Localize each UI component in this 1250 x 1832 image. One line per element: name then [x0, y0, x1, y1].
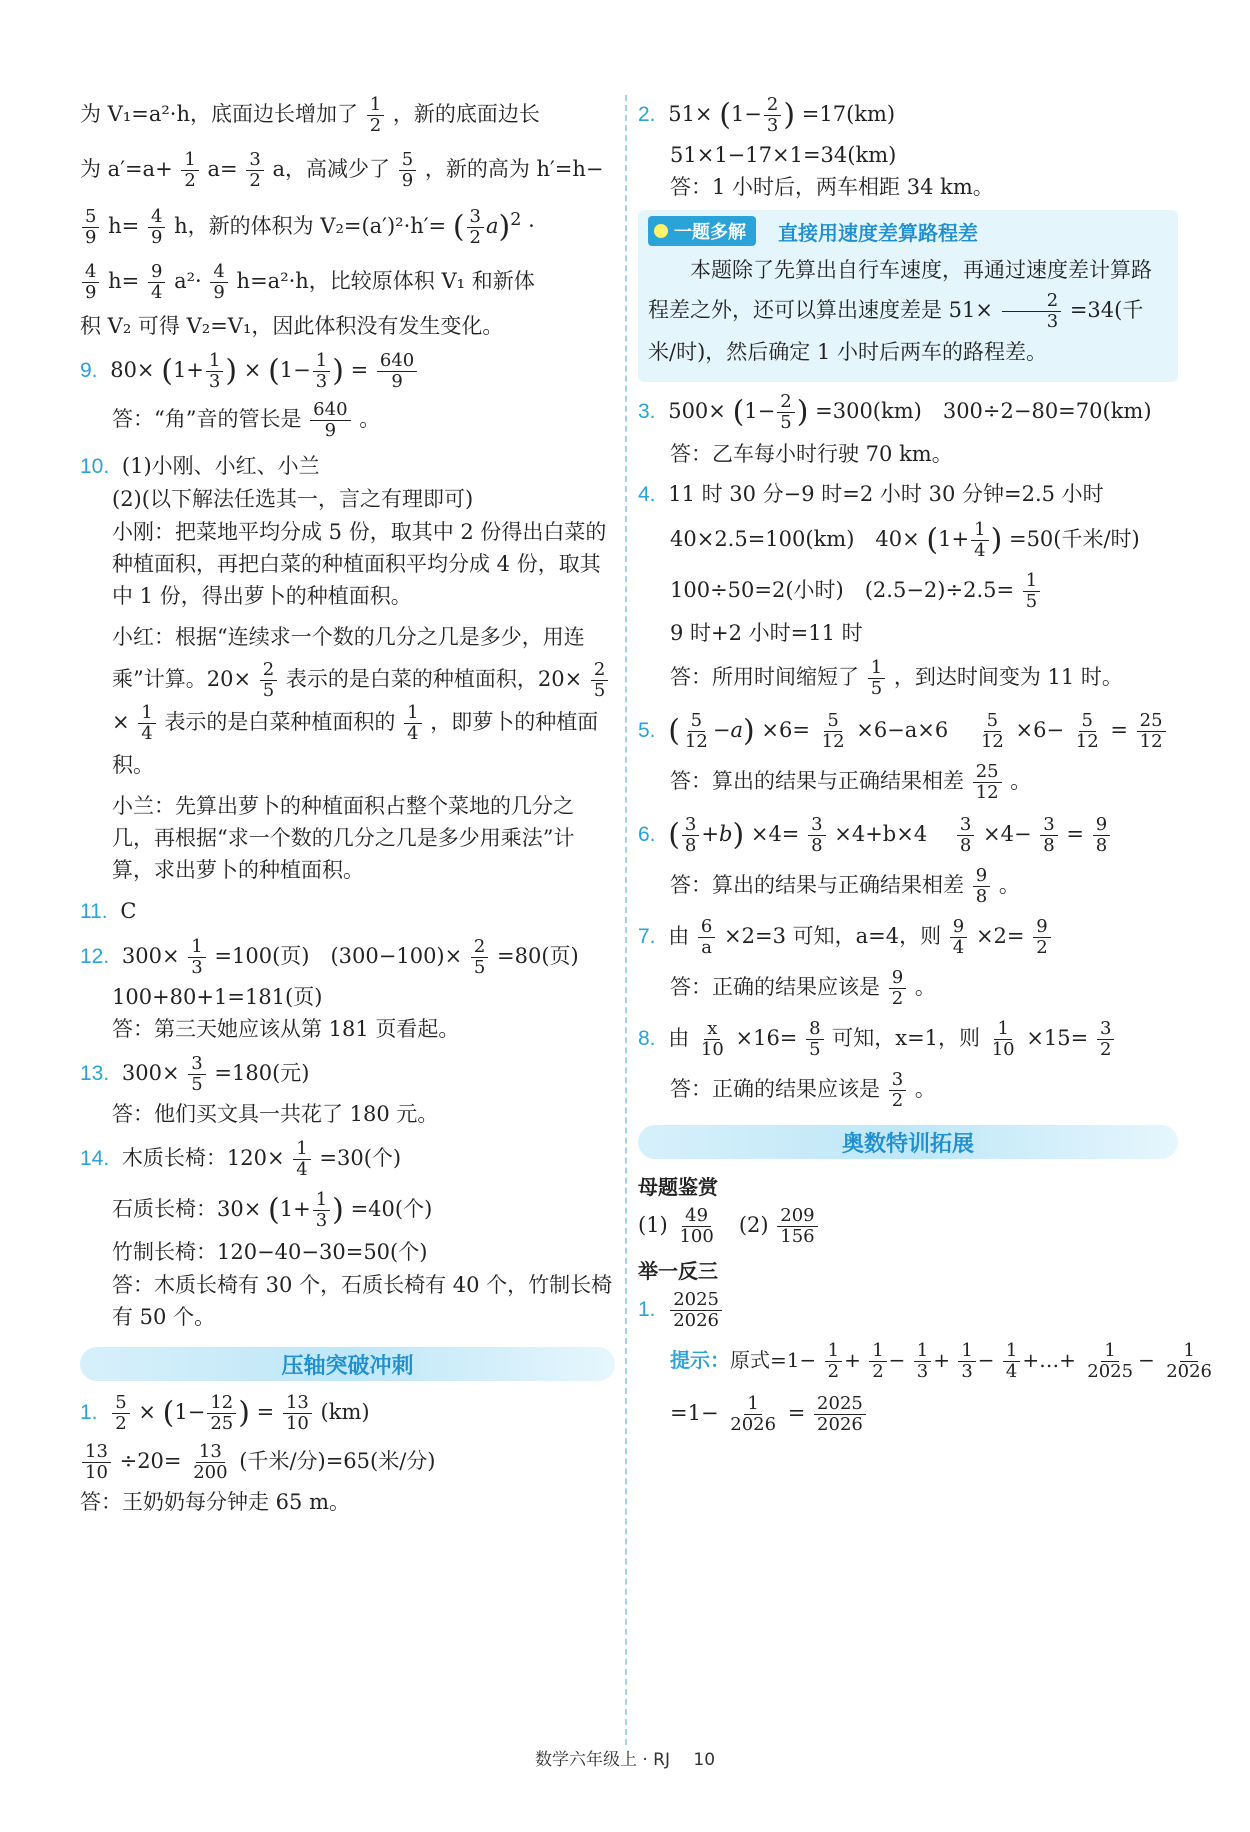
fraction: $\frac{9}{2}$: [889, 968, 906, 1009]
q10-part1: 10. (1)小刚、小红、小兰: [80, 454, 320, 478]
final-q1-equation: 1. $\frac{5}{2}$ × (1− $\frac{12}{25}$ ) = $\frac{13}{10}$ (km): [80, 1392, 370, 1434]
fraction: $\frac{1}{2026}$: [730, 1393, 777, 1435]
fraction: $\frac{5}{9}$: [399, 150, 416, 191]
q13-answer: 答：他们买文具一共花了 180 元。: [112, 1102, 439, 1126]
q14-wood: 14. 木质长椅：120× $\frac{1}{4}$ =30(个): [80, 1138, 402, 1180]
fraction: $\frac{2025}{2026}$: [814, 1394, 866, 1435]
fraction: $\frac{13}{10}$: [283, 1393, 312, 1434]
practice-q1: 1. $\frac{2025}{2026}$: [638, 1290, 1178, 1331]
fraction: $\frac{3}{2}$: [467, 207, 484, 248]
q4-arrival: 9 时+2 小时=11 时: [670, 621, 863, 645]
q7-equation: 7. 由 $\frac{6}{a}$ ×2=3 可知，a=4，则 $\frac{9}{4}$ ×2= $\frac{9}{2}$: [638, 917, 1178, 958]
fraction: $\frac{1}{3}$: [958, 1341, 975, 1382]
fraction: $\frac{x}{10}$: [700, 1018, 724, 1060]
fraction: $\frac{6}{a}$: [698, 917, 715, 958]
q4-answer: 答：所用时间缩短了 $\frac{1}{5}$ ，到达时间变为 11 时。: [670, 657, 1123, 699]
q4-time: 4. 11 时 30 分−9 时=2 小时 30 分钟=2.5 小时: [638, 482, 1104, 506]
fraction: $\frac{4}{9}$: [210, 262, 227, 303]
fraction: $\frac{1}{2}$: [181, 150, 198, 191]
q10-xiaogang: 小刚：把菜地平均分成 5 份，取其中 2 份得出白菜的种植面积，再把白菜的种植面积平均分成 4 份，取其中 1 份，得出萝卜的种植面积。: [112, 520, 607, 608]
q4-ratio: 100÷50=2(小时) (2.5−2)÷2.5= $\frac{1}{5}$: [638, 571, 1178, 612]
q2-distance: 51×1−17×1=34(km): [670, 143, 897, 167]
fraction: $\frac{3}{8}$: [957, 815, 974, 856]
column-divider: [625, 95, 627, 1745]
q10-xiaohong: 小红：根据“连续求一个数的几分之几是多少，用连乘”计算。20× $\frac{2}{5}$ 表示的是白菜的种植面积，20× $\frac{2}{5}$ × $\frac{1}{4}$ 表示的是白菜种植面积的 $\frac{1}{4}$ ，即萝卜的种植面积。: [80, 616, 615, 786]
fraction: $\frac{13}{200}$: [193, 1441, 228, 1483]
fraction: $\frac{9}{8}$: [973, 866, 990, 907]
q5-equation: 5. ( $\frac{5}{12}$ −a) ×6= $\frac{5}{12}$ ×6−a×6 $\frac{5}{12}$ ×6− $\frac{5}{12}$ = $\frac{25}{12}$: [638, 711, 1178, 752]
q2-answer: 答：1 小时后，两车相距 34 km。: [670, 175, 994, 199]
fraction: $\frac{2}{3}$: [1002, 291, 1061, 332]
q10-xiaolan: 小兰：先算出萝卜的种植面积占整个菜地的几分之几，再根据“求一个数的几分之几是多少用乘法”计算，求出萝卜的种植面积。: [112, 794, 575, 882]
q8-continuation-line1: 为 V₁=a²·h，底面边长增加了 $\frac{1}{2}$ ，新的底面边长: [80, 94, 540, 136]
fraction: $\frac{2}{5}$: [260, 660, 277, 701]
practice-q1-hint: 提示：原式=1− $\frac{1}{2}$ + $\frac{1}{2}$ − $\frac{1}{3}$ + $\frac{1}{3}$ − $\frac{1}{4}$ +…+ $\frac{1}{2025}$ − $\frac{1}{2026}$: [638, 1341, 1178, 1382]
fraction: $\frac{3}{2}$: [889, 1070, 906, 1111]
fraction: $\frac{640}{9}$: [377, 351, 417, 392]
q9-equation: 9. 80× (1+ $\frac{1}{3}$ ) × (1− $\frac{1}{3}$ ) = $\frac{640}{9}$: [80, 351, 615, 392]
fraction: $\frac{2}{5}$: [471, 937, 488, 978]
fraction: $\frac{12}{25}$: [207, 1393, 236, 1434]
fraction: $\frac{1}{5}$: [868, 658, 885, 699]
q14-answer: 答：木质长椅有 30 个，石质长椅有 40 个，竹制长椅有 50 个。: [112, 1273, 613, 1329]
q5-answer: 答：算出的结果与正确结果相差 $\frac{25}{12}$ 。: [670, 761, 1032, 803]
sub-heading-practice: 举一反三: [638, 1259, 718, 1283]
fraction: $\frac{3}{2}$: [1097, 1019, 1114, 1060]
right-column: [638, 94, 1212, 1437]
fraction: $\frac{3}{8}$: [1040, 815, 1057, 856]
q4-speed: 40×2.5=100(km) 40× (1+ $\frac{1}{4}$ ) =50(千米/时): [670, 519, 1140, 561]
q7-answer: 答：正确的结果应该是 $\frac{9}{2}$ 。: [670, 967, 936, 1009]
fraction: $\frac{2}{5}$: [777, 392, 794, 433]
q8-continuation-line5: 积 V₂ 可得 V₂=V₁，因此体积没有发生变化。: [80, 314, 504, 338]
book-title: 数学六年级上 · RJ: [534, 1750, 670, 1770]
fraction: $\frac{2025}{2026}$: [670, 1290, 722, 1331]
q8-continuation-line2: 为 a′=a+ $\frac{1}{2}$ a= $\frac{3}{2}$ a，高减少了 $\frac{5}{9}$ ，新的高为 h′=h−: [80, 149, 604, 191]
q10-part2: (2)(以下解法任选其一，言之有理即可): [112, 487, 474, 511]
page-footer: [0, 1745, 1250, 1770]
q8-equation: 8. 由 $\frac{x}{10}$ ×16= $\frac{8}{5}$ 可知，x=1，则 $\frac{1}{10}$ ×15= $\frac{3}{2}$: [638, 1019, 1178, 1060]
tip-text: 本题除了先算出自行车速度，再通过速度差计算路程差之外，还可以算出速度差是 51× $\frac{2}{3}$ =34(千米/时)，然后确定 1 小时后两车的路程差。: [648, 258, 1152, 364]
multi-solution-tip: [638, 210, 1178, 382]
fraction: $\frac{3}{8}$: [682, 815, 699, 856]
practice-q1-result: =1− $\frac{1}{2026}$ = $\frac{2025}{2026}$: [638, 1394, 1178, 1435]
fraction: $\frac{3}{8}$: [808, 815, 825, 856]
fraction: $\frac{2}{3}$: [764, 95, 781, 136]
mother-problem-answers: (1) $\frac{49}{100}$ (2) $\frac{209}{156}$: [638, 1206, 1178, 1247]
fraction: $\frac{9}{4}$: [148, 262, 165, 303]
q3-answer: 答：乙车每小时行驶 70 km。: [670, 442, 953, 466]
q3-equation: 3. 500× (1− $\frac{2}{5}$ ) =300(km) 300÷2−80=70(km): [638, 391, 1152, 433]
q8-answer: 答：正确的结果应该是 $\frac{3}{2}$ 。: [670, 1069, 936, 1111]
fraction: $\frac{1}{2}$: [869, 1341, 886, 1382]
fraction: $\frac{1}{2026}$: [1166, 1340, 1212, 1382]
fraction: $\frac{640}{9}$: [310, 400, 350, 441]
fraction: $\frac{5}{12}$: [980, 710, 1004, 752]
fraction: $\frac{9}{2}$: [1033, 917, 1050, 958]
fraction: $\frac{13}{10}$: [82, 1442, 111, 1483]
q12-answer: 答：第三天她应该从第 181 页看起。: [112, 1017, 460, 1041]
lightbulb-icon: [654, 224, 668, 238]
section-banner-olympiad: 奥数特训拓展: [638, 1125, 1178, 1159]
fraction: $\frac{5}{12}$: [821, 710, 845, 752]
fraction: $\frac{4}{9}$: [148, 207, 165, 248]
fraction: $\frac{5}{12}$: [684, 710, 708, 752]
fraction: $\frac{9}{8}$: [1093, 815, 1110, 856]
fraction: $\frac{9}{4}$: [950, 917, 967, 958]
fraction: $\frac{1}{4}$: [293, 1139, 310, 1180]
fraction: $\frac{1}{3}$: [313, 1190, 330, 1231]
fraction: $\frac{1}{5}$: [1023, 571, 1040, 612]
fraction: $\frac{1}{3}$: [313, 351, 330, 392]
q11: 11. C: [80, 899, 137, 923]
fraction: $\frac{25}{12}$: [1137, 711, 1166, 752]
tip-title: 直接用速度差算路程差: [778, 220, 978, 245]
fraction: $\frac{1}{4}$: [138, 703, 155, 744]
fraction: $\frac{1}{3}$: [914, 1341, 931, 1382]
fraction: $\frac{1}{4}$: [971, 520, 988, 561]
q6-equation: 6. ( $\frac{3}{8}$ +b) ×4= $\frac{3}{8}$ ×4+b×4 $\frac{3}{8}$ ×4− $\frac{3}{8}$ = $\frac{9}{8}$: [638, 815, 1178, 856]
fraction: $\frac{4}{9}$: [82, 262, 99, 303]
fraction: $\frac{25}{12}$: [973, 762, 1002, 803]
fraction: $\frac{5}{9}$: [82, 207, 99, 248]
fraction: $\frac{1}{2}$: [367, 95, 384, 136]
fraction: $\frac{3}{2}$: [246, 150, 263, 191]
fraction: $\frac{1}{3}$: [206, 351, 223, 392]
fraction: $\frac{1}{4}$: [404, 703, 421, 744]
fraction: $\frac{1}{2025}$: [1087, 1340, 1134, 1382]
final-q1-speed: $\frac{13}{10}$ ÷20= $\frac{13}{200}$ (千米/分)=65(米/分): [80, 1442, 615, 1483]
q14-bamboo: 竹制长椅：120−40−30=50(个): [112, 1240, 428, 1264]
tip-header: [648, 216, 1168, 246]
fraction: $\frac{5}{12}$: [1075, 710, 1099, 752]
page-number: 10: [693, 1750, 716, 1770]
q2-equation: 2. 51× (1− $\frac{2}{3}$ ) =17(km): [638, 94, 896, 136]
fraction: $\frac{1}{4}$: [1003, 1341, 1020, 1382]
left-column: [80, 95, 615, 1519]
q12-equation: 12. 300× $\frac{1}{3}$ =100(页) (300−100)× $\frac{2}{5}$ =80(页): [80, 936, 579, 978]
q6-answer: 答：算出的结果与正确结果相差 $\frac{9}{8}$ 。: [670, 865, 1020, 907]
q13-equation: 13. 300× $\frac{3}{5}$ =180(元): [80, 1053, 310, 1095]
q12-sum: 100+80+1=181(页): [112, 985, 323, 1009]
fraction: $\frac{3}{5}$: [188, 1054, 205, 1095]
q8-continuation-line3: $\frac{5}{9}$ h= $\frac{4}{9}$ h，新的体积为 V₂=(a′)²·h′= ( $\frac{3}{2}$ a)$^2$ ·: [80, 205, 615, 248]
tip-tag: 一题多解: [648, 216, 756, 246]
sub-heading-mother-problem: 母题鉴赏: [638, 1175, 718, 1199]
fraction: $\frac{1}{3}$: [188, 937, 205, 978]
q8-continuation-line4: $\frac{4}{9}$ h= $\frac{9}{4}$ a²· $\frac{4}{9}$ h=a²·h，比较原体积 V₁ 和新体: [80, 262, 615, 303]
final-q1-answer: 答：王奶奶每分钟走 65 m。: [80, 1490, 350, 1514]
fraction: $\frac{209}{156}$: [777, 1206, 817, 1247]
q9-answer: 答：“角”音的管长是 $\frac{640}{9}$ 。: [112, 399, 381, 441]
section-banner-final: 压轴突破冲刺: [80, 1347, 615, 1381]
fraction: $\frac{1}{2}$: [825, 1341, 842, 1382]
fraction: $\frac{1}{10}$: [991, 1018, 1015, 1060]
fraction: $\frac{5}{2}$: [112, 1393, 129, 1434]
fraction: $\frac{49}{100}$: [679, 1205, 714, 1247]
fraction: $\frac{8}{5}$: [806, 1019, 823, 1060]
fraction: $\frac{2}{5}$: [591, 660, 608, 701]
q14-stone: 石质长椅：30× (1+ $\frac{1}{3}$ ) =40(个): [112, 1189, 433, 1231]
